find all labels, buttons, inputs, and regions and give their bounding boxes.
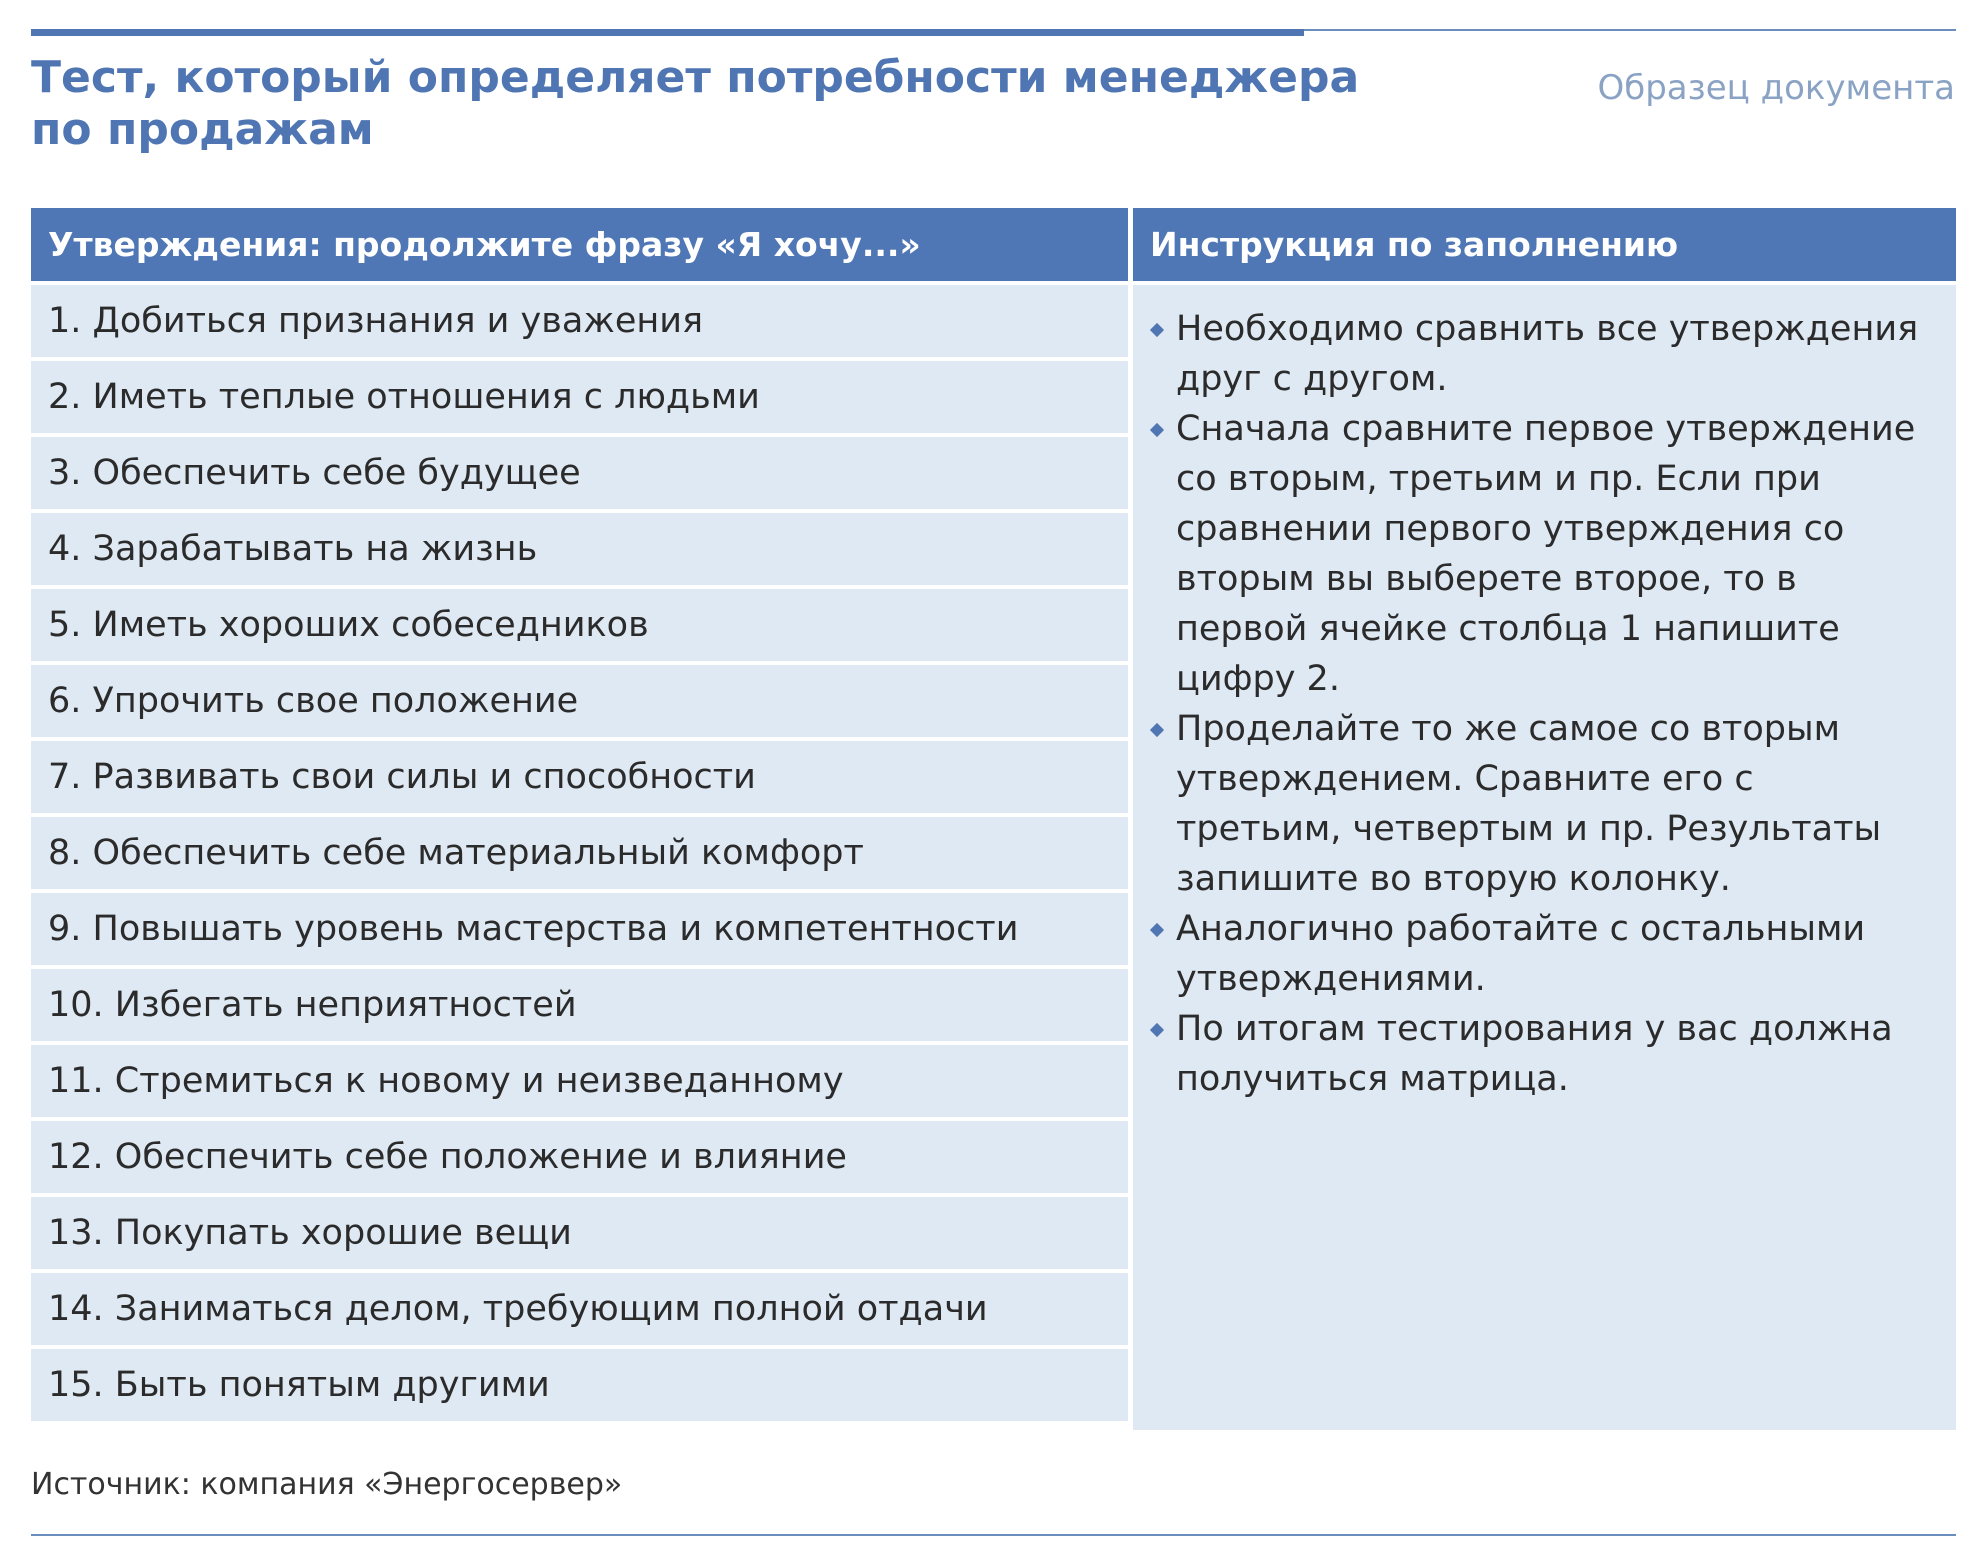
- instructions-list: [1133, 285, 1956, 1430]
- statement-row: 15. Быть понятым другими: [31, 1349, 1128, 1421]
- instruction-text: Проделайте то же самое со вторым утверждением. Сравните его с третьим, четвертым и пр. Результаты запишите во вторую колонку.: [1176, 709, 1882, 899]
- statement-row: 12. Обеспечить себе положение и влияние: [31, 1121, 1128, 1193]
- diamond-bullet-icon: [1150, 1023, 1164, 1037]
- instruction-text: Сначала сравните первое утверждение со вторым, третьим и пр. Если при сравнении первого утверждения со вторым вы выберете второе, то в первой ячейке столбца 1 напишите цифру 2.: [1176, 409, 1916, 699]
- statements-column-header: Утверждения: продолжите фразу «Я хочу...»: [31, 208, 1128, 281]
- instruction-text: Аналогично работайте с остальными утверждениями.: [1176, 909, 1866, 999]
- instruction-item: [1149, 1004, 1926, 1104]
- statements-list: [31, 285, 1128, 1421]
- statement-row: 11. Стремиться к новому и неизведанному: [31, 1045, 1128, 1117]
- statement-row: 3. Обеспечить себе будущее: [31, 437, 1128, 509]
- instruction-text: По итогам тестирования у вас должна получиться матрица.: [1176, 1009, 1893, 1099]
- statement-row: 13. Покупать хорошие вещи: [31, 1197, 1128, 1269]
- instruction-item: [1149, 404, 1926, 704]
- diamond-bullet-icon: [1150, 323, 1164, 337]
- document-type-label: Образец документа: [1597, 68, 1955, 108]
- statement-row: 4. Зарабатывать на жизнь: [31, 513, 1128, 585]
- source-note: Источник: компания «Энергосервер»: [31, 1467, 623, 1502]
- statement-row: 7. Развивать свои силы и способности: [31, 741, 1128, 813]
- instruction-text: Необходимо сравнить все утверждения друг с другом.: [1176, 309, 1919, 399]
- statement-row: 9. Повышать уровень мастерства и компетентности: [31, 893, 1128, 965]
- statement-row: 1. Добиться признания и уважения: [31, 285, 1128, 357]
- instruction-item: [1149, 904, 1926, 1004]
- top-rule-accent: [31, 29, 1304, 36]
- statement-row: 5. Иметь хороших собеседников: [31, 589, 1128, 661]
- bottom-rule: [31, 1534, 1956, 1536]
- diamond-bullet-icon: [1150, 423, 1164, 437]
- instruction-item: [1149, 704, 1926, 904]
- diamond-bullet-icon: [1150, 723, 1164, 737]
- diamond-bullet-icon: [1150, 923, 1164, 937]
- needs-test-table: [31, 208, 1956, 1430]
- statement-row: 6. Упрочить свое положение: [31, 665, 1128, 737]
- document-title: Тест, который определяет потребности менеджера по продажам: [31, 52, 1360, 155]
- statement-row: 14. Заниматься делом, требующим полной отдачи: [31, 1273, 1128, 1345]
- statement-row: 2. Иметь теплые отношения с людьми: [31, 361, 1128, 433]
- instructions-column-header: Инструкция по заполнению: [1133, 208, 1956, 281]
- statement-row: 10. Избегать неприятностей: [31, 969, 1128, 1041]
- instruction-item: [1149, 304, 1926, 404]
- statement-row: 8. Обеспечить себе материальный комфорт: [31, 817, 1128, 889]
